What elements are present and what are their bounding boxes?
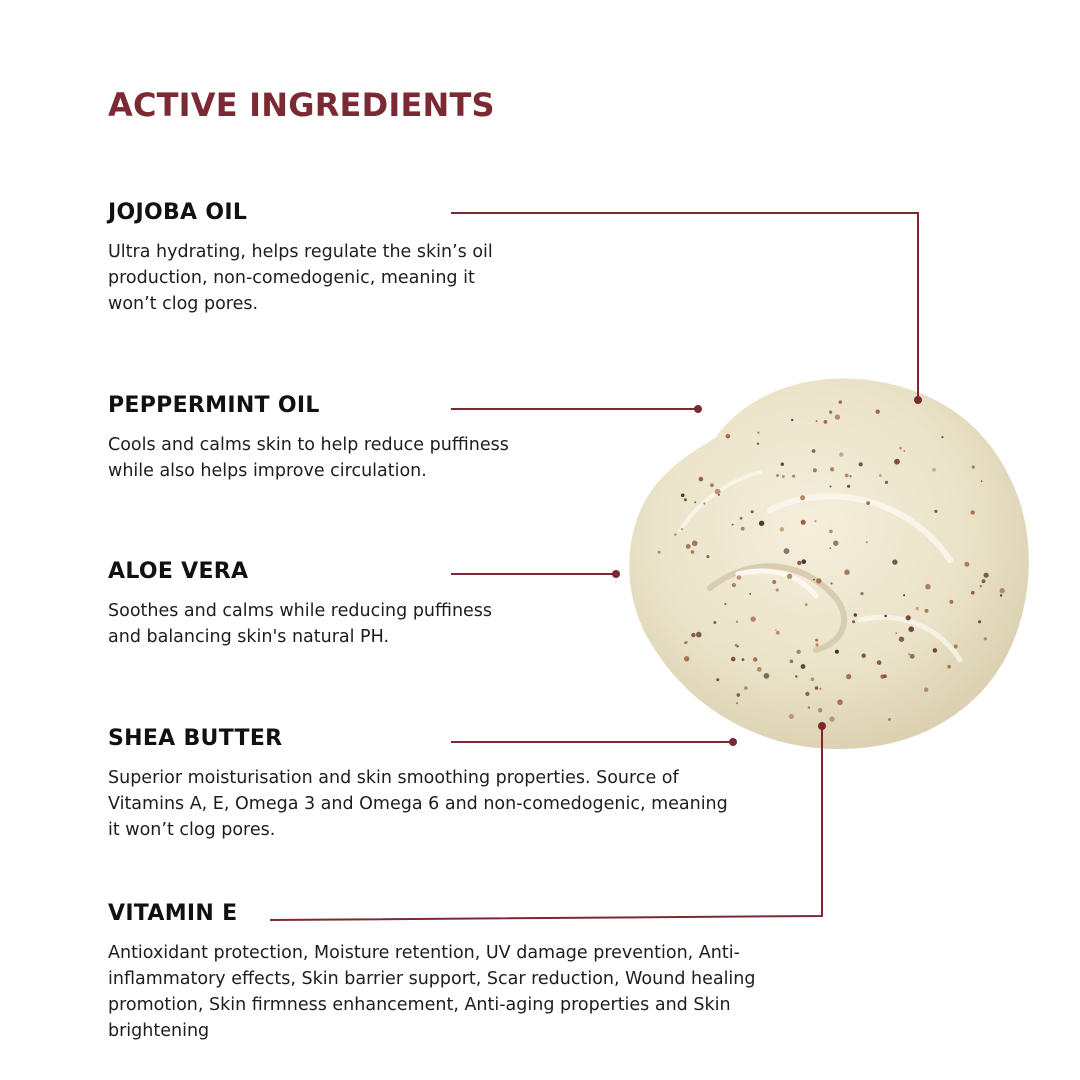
- ingredient-name: PEPPERMINT OIL: [108, 393, 320, 418]
- ingredient-description: Soothes and calms while reducing puffiness and balancing skin's natural PH.: [108, 601, 493, 647]
- connector-dot: [818, 722, 826, 730]
- ingredient-shea-butter: [108, 726, 728, 843]
- ingredient-vitamin-e: [108, 901, 788, 1044]
- ingredient-peppermint-oil: [108, 393, 528, 484]
- ingredient-name: VITAMIN E: [108, 901, 238, 926]
- ingredient-description: Cools and calms skin to help reduce puffiness while also helps improve circulation.: [108, 435, 509, 481]
- ingredient-name: SHEA BUTTER: [108, 726, 283, 751]
- page-title: ACTIVE INGREDIENTS: [108, 86, 495, 124]
- ingredient-name: JOJOBA OIL: [108, 200, 248, 225]
- ingredient-name: ALOE VERA: [108, 559, 249, 584]
- connector-dot: [729, 738, 737, 746]
- connector-dot: [914, 396, 922, 404]
- ingredient-description: Ultra hydrating, helps regulate the skin’s oil production, non-comedogenic, meaning it won’t clog pores.: [108, 242, 493, 314]
- connector-dot: [694, 405, 702, 413]
- ingredient-description: Antioxidant protection, Moisture retention, UV damage prevention, Anti-inflammatory effects, Skin barrier support, Scar reduction, Wound healing promotion, Skin firmness enhancement, Anti-aging properties and Skin brightening: [108, 943, 756, 1041]
- connector-dot: [612, 570, 620, 578]
- ingredient-jojoba-oil: [108, 200, 528, 317]
- ingredient-description: Superior moisturisation and skin smoothing properties. Source of Vitamins A, E, Omega 3 and Omega 6 and non-comedogenic, meaning it won’t clog pores.: [108, 768, 728, 840]
- ingredient-aloe-vera: [108, 559, 528, 650]
